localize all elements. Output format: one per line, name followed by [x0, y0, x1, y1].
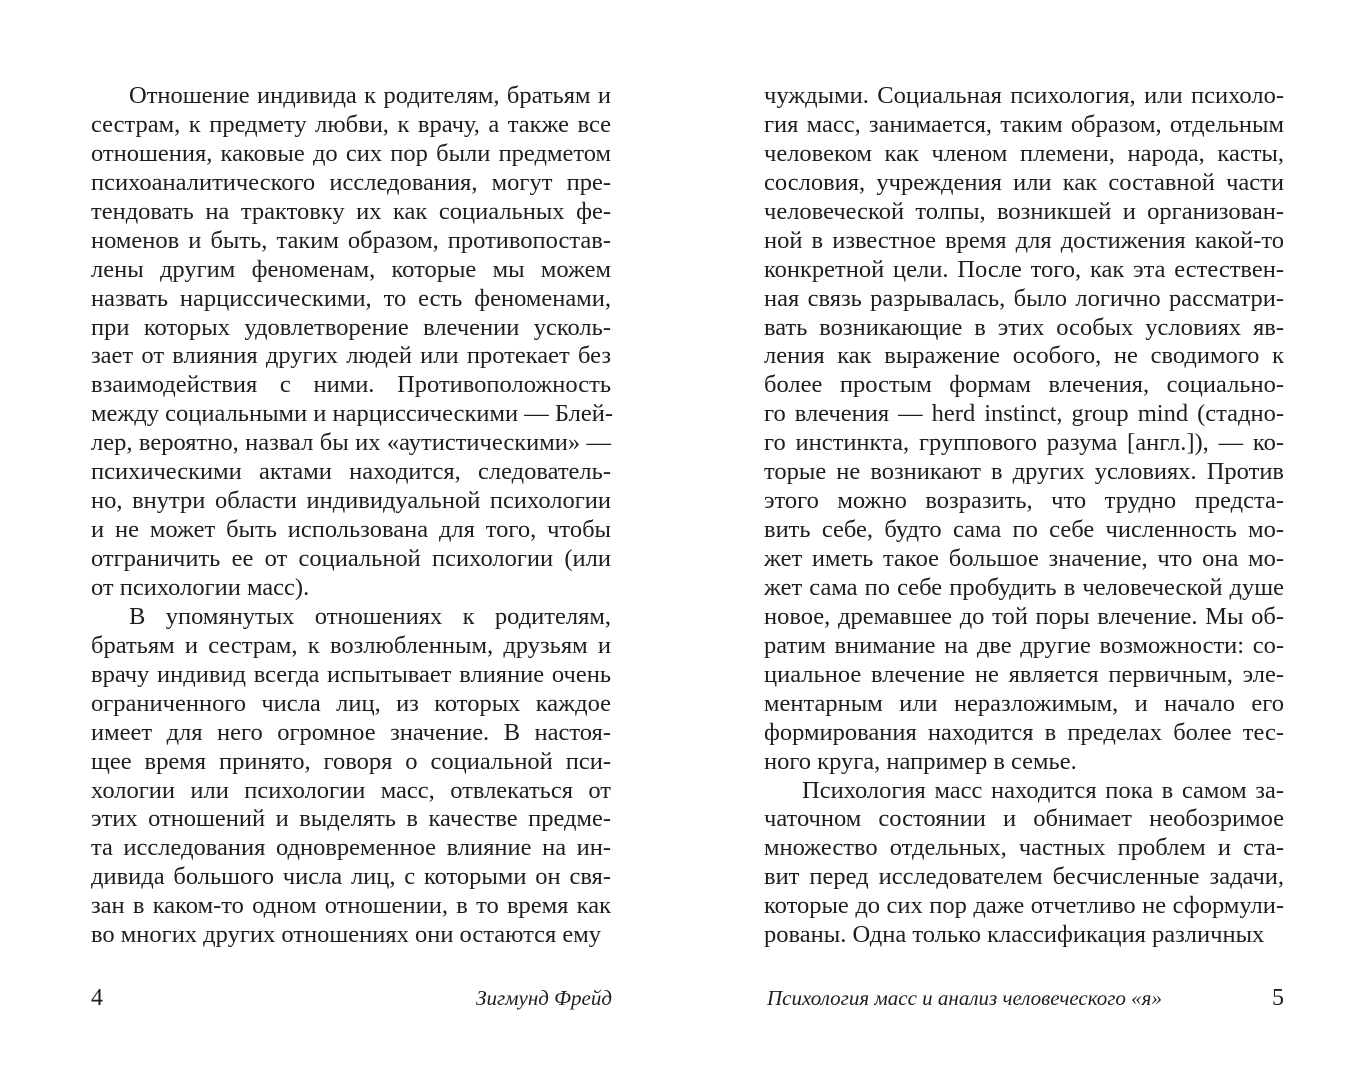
text-line: зан в каком-то одном отношении, в то время как [91, 892, 611, 920]
text-line: Психология масс находится пока в самом за- [802, 776, 1284, 804]
text-line: братьям и сестрам, к возлюбленным, друзьям и [91, 631, 611, 659]
text-line: щее время принято, говоря о социальной пси- [91, 747, 611, 775]
text-line: человеческой толпы, возникшей и организован- [764, 197, 1284, 225]
text-line: назвать нарциссическими, то есть феноменами, [91, 284, 611, 312]
text-line: чуждыми. Социальная психология, или психоло- [764, 82, 1284, 109]
left-page-text [91, 82, 614, 950]
text-line: рованы. Одна только классификация различных [764, 921, 1265, 949]
text-line: между социальными и нарциссическими — Блей- [91, 400, 614, 428]
text-line: но, внутри области индивидуальной психологии [91, 487, 611, 515]
text-line: вить себе, будто сама по себе численность мо- [764, 516, 1284, 544]
text-line: ная связь разрывалась, было логично рассматри- [764, 284, 1284, 312]
text-line: лены другим феноменам, которые мы можем [91, 255, 611, 283]
text-line: и не может быть использована для того, чтобы [91, 516, 611, 544]
text-line: го инстинкта, группового разума [англ.]), — ко- [764, 429, 1284, 457]
text-line: более простым формам влечения, социально- [764, 371, 1284, 399]
paragraph [91, 82, 614, 603]
text-line: Отношение индивида к родителям, братьям и [129, 82, 611, 109]
text-line: та исследования одновременное влияние на ин- [91, 834, 611, 862]
text-line: сословия, учреждения или как составной части [764, 168, 1284, 196]
text-line: циальное влечение не является первичным, эле- [764, 660, 1284, 688]
left-page-number: 4 [91, 985, 103, 1011]
right-page [680, 0, 1360, 1080]
text-line: ограниченного числа лиц, из которых каждое [91, 689, 611, 717]
text-line: ратим внимание на две другие возможности: со- [764, 631, 1284, 659]
paragraph [764, 82, 1284, 777]
text-line: при которых удовлетворение влечении усколь- [91, 313, 611, 341]
text-line: формирования находится в пределах более тес- [764, 718, 1284, 746]
right-page-text [764, 82, 1284, 950]
text-line: жет сама по себе пробудить в человеческой душе [764, 573, 1284, 601]
text-line: хологии или психологии масс, отвлекаться от [91, 776, 611, 804]
text-line: новое, дремавшее до той поры влечение. Мы об- [764, 602, 1284, 630]
left-running-head: Зигмунд Фрейд [476, 986, 612, 1010]
right-page-number: 5 [1272, 985, 1284, 1011]
text-line: В упомянутых отношениях к родителям, [129, 602, 611, 630]
text-line: во многих других отношениях они остаются ему [91, 921, 602, 949]
text-line: ного круга, например в семье. [764, 747, 1077, 775]
text-line: психоаналитического исследования, могут пре- [91, 168, 611, 196]
text-line: которые до сих пор даже отчетливо не сформули- [764, 892, 1284, 920]
text-line: взаимодействия с ними. Противоположность [91, 371, 611, 399]
text-line: сестрам, к предмету любви, к врачу, а также все [91, 110, 611, 138]
text-line: ментарным или неразложимым, и начало его [764, 689, 1284, 717]
paragraph [764, 777, 1284, 951]
text-line: этих отношений и выделять в качестве предме- [91, 805, 611, 833]
text-line: зает от влияния других людей или протекает без [91, 342, 611, 370]
text-line: ления как выражение особого, не сводимого к [764, 342, 1284, 370]
text-line: гия масс, занимается, таким образом, отдельным [764, 110, 1284, 138]
text-line: чаточном состоянии и обнимает необозримое [764, 805, 1284, 833]
text-line: этого можно возразить, что трудно предста- [764, 487, 1284, 515]
paragraph [91, 603, 611, 950]
text-line: от психологии масс). [91, 573, 310, 601]
text-line: психическими актами находится, следователь- [91, 458, 611, 486]
text-line: торые не возникают в других условиях. Против [764, 458, 1284, 486]
right-running-head: Психология масс и анализ человеческого «я» [767, 986, 1162, 1010]
text-line: номенов и быть, таким образом, противопостав- [91, 226, 611, 254]
text-line: отношения, каковые до сих пор были предметом [91, 139, 611, 167]
text-line: человеком как членом племени, народа, касты, [764, 139, 1284, 167]
text-line: тендовать на трактовку их как социальных фе- [91, 197, 611, 225]
text-line: жет иметь такое большое значение, что она мо- [764, 545, 1284, 572]
text-line: множество отдельных, частных проблем и ста- [764, 834, 1284, 862]
text-line: имеет для него огромное значение. В настоя- [91, 718, 611, 746]
text-line: врачу индивид всегда испытывает влияние очень [91, 660, 611, 688]
text-line: вать возникающие в этих особых условиях яв- [764, 313, 1284, 341]
text-line: го влечения — herd instinct, group mind (стадно- [764, 400, 1284, 428]
text-line: отграничить ее от социальной психологии (или [91, 545, 611, 572]
text-line: дивида большого числа лиц, с которыми он свя- [91, 863, 611, 891]
text-line: ной в известное время для достижения какой-то [764, 226, 1284, 254]
text-line: вит перед исследователем бесчисленные задачи, [764, 863, 1284, 891]
text-line: конкретной цели. После того, как эта естествен- [764, 255, 1284, 283]
text-line: лер, вероятно, назвал бы их «аутистическими» — [91, 429, 611, 457]
